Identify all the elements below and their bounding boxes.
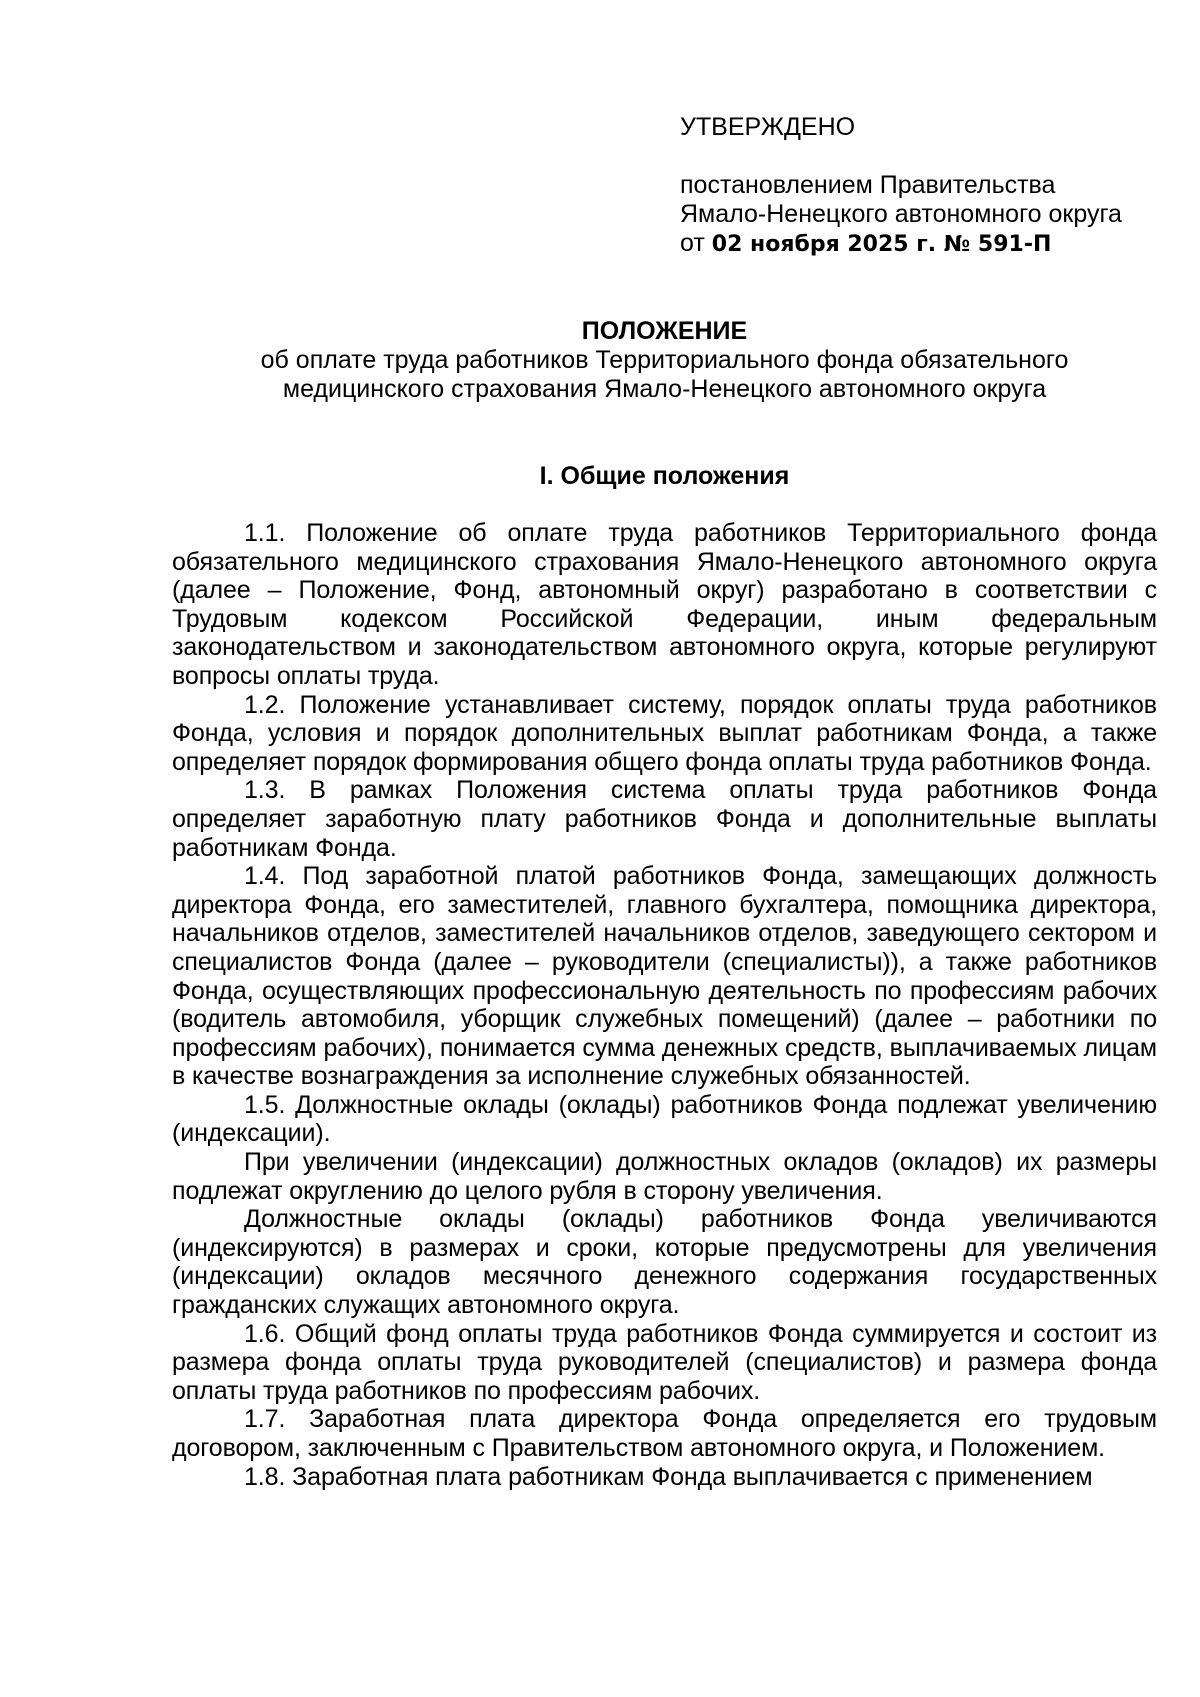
approval-line-1: постановлением Правительства	[680, 171, 1056, 199]
document-body	[172, 519, 1157, 1491]
approval-block	[680, 113, 1180, 259]
paragraph-1-8: 1.8. Заработная плата работникам Фонда выплачивается с применением	[244, 1462, 1093, 1491]
section-heading: I. Общие положения	[539, 462, 790, 490]
approval-date-prefix: от	[680, 229, 705, 257]
paragraph-1-4: 1.4. Под заработной платой работников Фонда, замещающих должность директора Фонда, его заместителей, главного бухгалтера, помощника директора, начальников отделов, заместителей начальников отделов, заведующего сектором и специалистов Фонда (далее – руководители (специалисты)), а также работников Фонда, осуществляющих профессиональную деятельность по профессиям рабочих (водитель автомобиля, уборщик служебных помещений) (далее – работники по профессиям рабочих), понимается сумма денежных средств, выплачиваемых лицам в качестве вознаграждения за исполнение служебных обязанностей.	[172, 862, 1157, 1091]
paragraph-1-5-rounding: При увеличении (индексации) должностных окладов (окладов) их размеры подлежат округлению до целого рубля в сторону увеличения.	[172, 1148, 1157, 1205]
document-subtitle-line-2: медицинского страхования Ямало-Ненецкого автономного округа	[282, 375, 1047, 403]
paragraph-1-3: 1.3. В рамках Положения система оплаты труда работников Фонда определяет заработную плату работников Фонда и дополнительные выплаты работникам Фонда.	[172, 776, 1157, 862]
approval-date: 02 ноября 2025 г. № 591-П	[711, 232, 1052, 257]
document-title-block	[172, 317, 1157, 404]
paragraph-1-6: 1.6. Общий фонд оплаты труда работников Фонда суммируется и состоит из размера фонда оплаты труда руководителей (специалистов) и размера фонда оплаты труда работников по профессиям рабочих.	[172, 1319, 1157, 1405]
paragraph-1-1: 1.1. Положение об оплате труда работников Территориального фонда обязательного медицинского страхования Ямало-Ненецкого автономного округа (далее – Положение, Фонд, автономный округ) разработано в соответствии с Трудовым кодексом Российской Федерации, иным федеральным законодательством и законодательством автономного округа, которые регулируют вопросы оплаты труда.	[172, 519, 1157, 690]
document-title: ПОЛОЖЕНИЕ	[581, 317, 748, 345]
paragraph-1-5-indexation: Должностные оклады (оклады) работников Фонда увеличиваются (индексируются) в размерах и сроки, которые предусмотрены для увеличения (индексации) окладов месячного денежного содержания государственных гражданских служащих автономного округа.	[172, 1205, 1157, 1320]
approval-stamp: УТВЕРЖДЕНО	[680, 113, 856, 141]
approval-date-line	[680, 229, 1180, 259]
paragraph-1-5: 1.5. Должностные оклады (оклады) работников Фонда подлежат увеличению (индексации).	[172, 1090, 1157, 1148]
paragraph-1-7: 1.7. Заработная плата директора Фонда определяется его трудовым договором, заключенным с Правительством автономного округа, и Положением.	[172, 1405, 1157, 1462]
approval-line-2: Ямало-Ненецкого автономного округа	[680, 200, 1122, 228]
paragraph-1-2: 1.2. Положение устанавливает систему, порядок оплаты труда работников Фонда, условия и порядок дополнительных выплат работникам Фонда, а также определяет порядок формирования общего фонда оплаты труда работников Фонда.	[172, 690, 1157, 776]
document-subtitle-line-1: об оплате труда работников Территориального фонда обязательного	[260, 346, 1069, 374]
